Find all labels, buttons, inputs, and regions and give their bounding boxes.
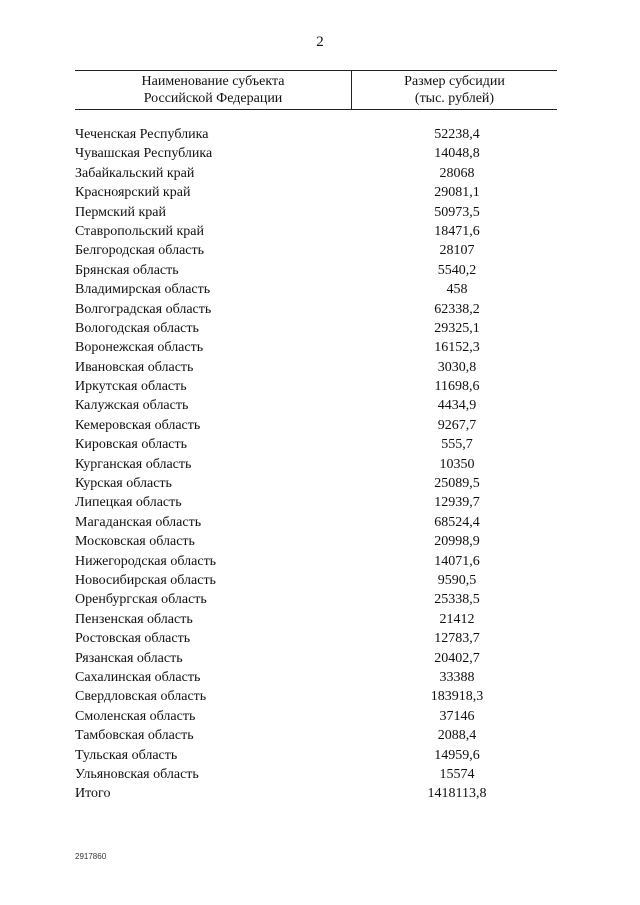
region-name: Ставропольский край <box>75 223 204 239</box>
region-name: Смоленская область <box>75 708 196 724</box>
subsidy-value: 29081,1 <box>434 185 480 201</box>
region-name: Курская область <box>75 476 172 492</box>
table-row <box>75 610 557 629</box>
region-name: Владимирская область <box>75 282 211 298</box>
subsidy-value: 62338,2 <box>434 301 480 317</box>
table-row <box>75 746 557 765</box>
subsidy-value: 14959,6 <box>434 747 480 763</box>
region-name: Вологодская область <box>75 320 199 336</box>
region-name: Волгоградская область <box>75 301 212 317</box>
table-row <box>75 552 557 571</box>
table-row <box>75 571 557 590</box>
header-subsidy-amount-line2: (тыс. рублей) <box>414 91 495 106</box>
table-row <box>75 338 557 357</box>
table-row <box>75 203 557 222</box>
subsidy-value: 11698,6 <box>434 379 480 395</box>
subsidy-value: 458 <box>446 282 468 298</box>
table-row <box>75 416 557 435</box>
subsidy-value: 14048,8 <box>434 146 480 162</box>
region-name: Свердловская область <box>75 689 207 705</box>
region-name: Московская область <box>75 534 195 550</box>
subsidy-value: 183918,3 <box>430 689 484 705</box>
region-name: Брянская область <box>75 262 179 278</box>
table-row <box>75 358 557 377</box>
region-name: Чеченская Республика <box>75 127 209 142</box>
region-name: Забайкальский край <box>75 165 195 181</box>
table-row <box>75 319 557 338</box>
table-row <box>75 590 557 609</box>
table-body <box>75 125 557 804</box>
region-name: Калужская область <box>75 398 189 414</box>
subsidy-value: 20402,7 <box>434 650 480 666</box>
subsidy-value: 16152,3 <box>434 340 480 356</box>
region-name: Рязанская область <box>75 650 183 666</box>
subsidy-value: 25338,5 <box>434 592 480 608</box>
region-name: Итого <box>75 786 111 802</box>
subsidy-value: 4434,9 <box>437 398 477 414</box>
region-name: Ивановская область <box>75 359 194 375</box>
table-row <box>75 183 557 202</box>
table-row <box>75 377 557 396</box>
table-row <box>75 668 557 687</box>
region-name: Красноярский край <box>75 185 191 201</box>
table-row <box>75 300 557 319</box>
header-region-name <box>75 73 351 107</box>
subsidy-value: 12783,7 <box>434 631 480 647</box>
table-row <box>75 396 557 415</box>
header-subsidy-amount-line1: Размер субсидии <box>404 74 505 89</box>
subsidy-value: 37146 <box>439 708 475 724</box>
subsidy-value: 5540,2 <box>437 262 477 278</box>
table-row <box>75 435 557 454</box>
region-name: Магаданская область <box>75 514 202 530</box>
subsidy-value: 50973,5 <box>434 204 480 220</box>
header-subsidy-amount <box>352 73 557 107</box>
region-name: Тульская область <box>75 747 178 763</box>
table-row <box>75 474 557 493</box>
region-name: Чувашская Республика <box>75 146 213 162</box>
table-row-total <box>75 784 557 803</box>
header-region-name-line2: Российской Федерации <box>143 91 283 106</box>
table-row <box>75 649 557 668</box>
table-row <box>75 261 557 280</box>
region-name: Ростовская область <box>75 631 191 647</box>
region-name: Липецкая область <box>75 495 182 511</box>
region-name: Кемеровская область <box>75 417 201 433</box>
subsidy-value: 9267,7 <box>437 417 477 433</box>
table-row <box>75 125 557 144</box>
subsidy-value: 33388 <box>439 669 475 685</box>
page-number: 2 <box>316 34 324 50</box>
subsidy-value: 21412 <box>439 611 475 627</box>
table-header <box>75 70 557 110</box>
region-name: Курганская область <box>75 456 192 472</box>
region-name: Нижегородская область <box>75 553 217 569</box>
table-row <box>75 629 557 648</box>
region-name: Воронежская область <box>75 340 204 356</box>
region-name: Ульяновская область <box>75 766 199 782</box>
table-row <box>75 280 557 299</box>
subsidy-value: 29325,1 <box>434 320 480 336</box>
region-name: Новосибирская область <box>75 572 216 588</box>
subsidy-value: 28107 <box>439 243 475 259</box>
subsidy-value: 52238,4 <box>434 127 480 142</box>
table-row <box>75 455 557 474</box>
table-row <box>75 532 557 551</box>
subsidy-value: 68524,4 <box>434 514 480 530</box>
subsidy-value: 555,7 <box>441 437 473 453</box>
subsidy-value: 9590,5 <box>437 572 477 588</box>
document-code: 2917860 <box>75 852 107 861</box>
subsidy-value: 15574 <box>439 766 475 782</box>
subsidy-value: 1418113,8 <box>427 786 487 802</box>
region-name: Пермский край <box>75 204 166 220</box>
table-row <box>75 493 557 512</box>
region-name: Белгородская область <box>75 243 205 259</box>
region-name: Пензенская область <box>75 611 193 627</box>
table-row <box>75 241 557 260</box>
region-name: Иркутская область <box>75 379 187 395</box>
subsidy-value: 3030,8 <box>437 359 477 375</box>
table-row <box>75 164 557 183</box>
subsidy-value: 28068 <box>439 165 475 181</box>
subsidy-value: 14071,6 <box>434 553 480 569</box>
table-row <box>75 707 557 726</box>
region-name: Оренбургская область <box>75 592 207 608</box>
region-name: Тамбовская область <box>75 728 194 744</box>
header-region-name-line1: Наименование субъекта <box>141 74 285 89</box>
subsidy-value: 25089,5 <box>434 476 480 492</box>
table-row <box>75 687 557 706</box>
subsidy-value: 18471,6 <box>434 223 480 239</box>
region-name: Сахалинская область <box>75 669 201 685</box>
table-row <box>75 765 557 784</box>
table-row <box>75 726 557 745</box>
region-name: Кировская область <box>75 437 188 453</box>
subsidy-value: 12939,7 <box>434 495 480 511</box>
table-row <box>75 222 557 241</box>
subsidy-value: 2088,4 <box>437 728 477 744</box>
table-row <box>75 513 557 532</box>
subsidy-value: 10350 <box>439 456 475 472</box>
subsidy-value: 20998,9 <box>434 534 480 550</box>
table-row <box>75 144 557 163</box>
